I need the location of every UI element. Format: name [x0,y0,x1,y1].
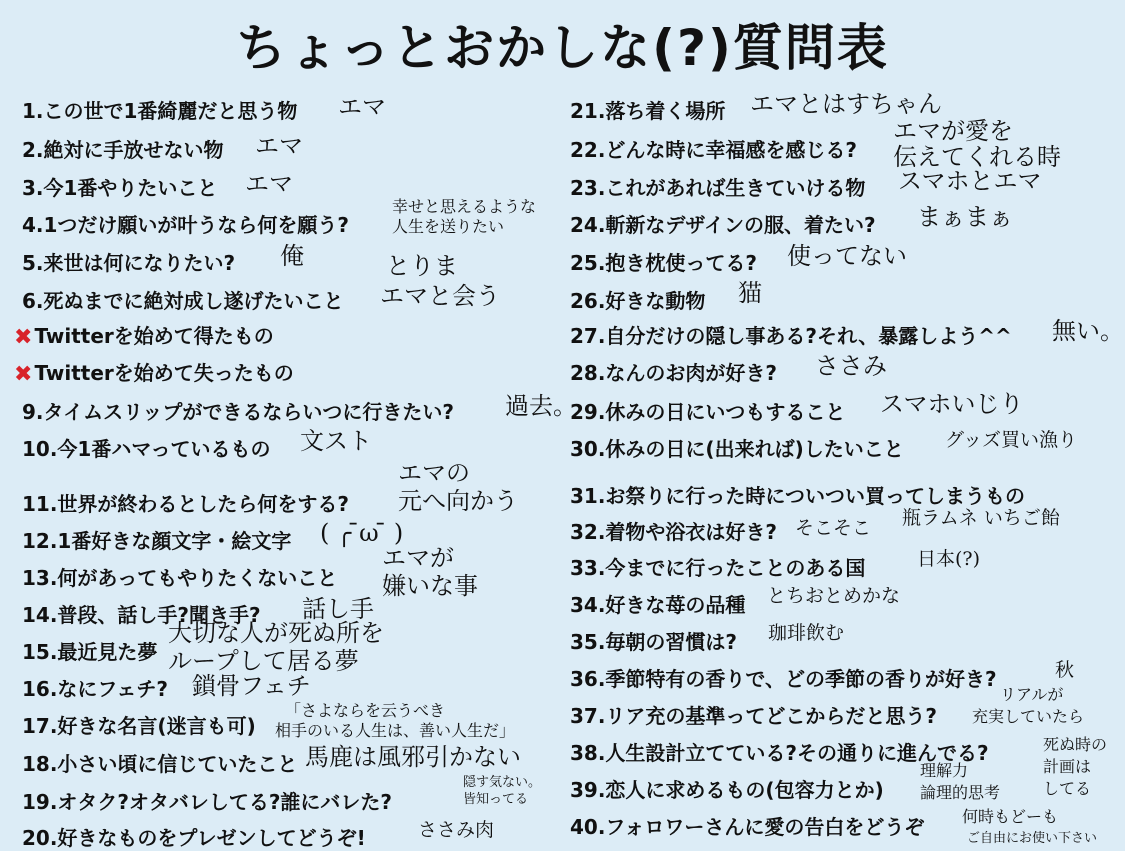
question-17: 17.好きな名言(迷言も可) [22,714,256,738]
question-39: 39.恋人に求めるもの(包容力とか) [570,778,884,802]
answer-17-line-2: 相手のいる人生は、善い人生だ」 [275,721,516,740]
question-8-label: Twitterを始めて失ったもの [34,361,294,385]
answer-3: エマ [245,170,293,198]
answer-32: そこそこ [795,517,872,539]
answer-23: スマホとエマ [898,167,1042,195]
answer-11-line-1: エマの [398,459,470,487]
answer-16: 鎖骨フェチ [192,672,311,700]
answer-19-line-1: 隠す気ない。 [463,775,542,790]
question-24: 24.斬新なデザインの服、着たい? [570,213,876,237]
answer-36: 秋 [1055,659,1075,681]
question-6: 6.死ぬまでに絶対成し遂げたいこと [22,289,344,313]
page-title: ちょっとおかしな(?)質問表 [236,19,889,77]
question-37: 37.リア充の基準ってどこからだと思う? [570,704,938,728]
question-35: 35.毎朝の習慣は? [570,630,738,654]
question-21: 21.落ち着く場所 [570,99,726,123]
answer-38-line-2: 計画は [1043,757,1092,776]
answer-21: エマとはすちゃん [750,90,942,118]
question-33: 33.今までに行ったことのある国 [570,556,866,580]
answer-13-line-1: エマが [382,544,454,572]
question-11: 11.世界が終わるとしたら何をする? [22,492,350,516]
answer-38-line-3: してる [1043,779,1092,798]
answer-31: 瓶ラムネ いちご飴 [902,507,1060,529]
answer-2: エマ [255,132,303,160]
question-30: 30.休みの日に(出来れば)したいこと [570,437,904,461]
answer-14: 話し手 [302,595,374,623]
question-32: 32.着物や浴衣は好き? [570,520,778,544]
question-34: 34.好きな苺の品種 [570,593,746,617]
question-27: 27.自分だけの隠し事ある?それ、暴露しよう^^ [570,324,1012,348]
answer-19-line-2: 皆知ってる [463,792,529,807]
answer-22-line-2: 伝えてくれる時 [893,143,1061,171]
answer-22-line-1: エマが愛を [893,117,1013,145]
answer-4-line-1: 幸せと思えるような [392,197,537,216]
answer-6-line-2: エマと会う [380,282,500,310]
answer-5: 俺 [280,242,304,270]
answer-39-line-1: 理解力 [920,761,969,780]
question-36: 36.季節特有の香りで、どの季節の香りが好き? [570,667,997,691]
answer-37-line-2: 充実していたら [972,707,1085,726]
question-4: 4.1つだけ願いが叶うなら何を願う? [22,213,350,237]
question-16: 16.なにフェチ? [22,677,169,701]
question-18: 18.小さい頃に信じていたこと [22,752,298,776]
question-9: 9.タイムスリップができるならいつに行きたい? [22,400,454,424]
answer-10: 文スト [300,427,372,455]
answer-6-line-1: とりま [386,252,458,280]
question-2: 2.絶対に手放せない物 [22,138,224,162]
answer-27: 無い。 [1052,317,1124,345]
answer-18: 馬鹿は風邪引かない [305,743,521,771]
question-40: 40.フォロワーさんに愛の告白をどうぞ [570,815,925,839]
answer-28: ささみ [815,352,887,380]
answer-4-line-2: 人生を送りたい [392,217,505,236]
question-13: 13.何があってもやりたくないこと [22,566,338,590]
answer-26: 猫 [738,279,762,307]
question-38: 38.人生設計立てている?その通りに進んでる? [570,741,989,765]
question-12: 12.1番好きな顔文字・絵文字 [22,529,292,553]
answer-24: まぁまぁ [917,203,1013,231]
answer-38-line-1: 死ぬ時の [1043,735,1108,754]
answer-9: 過去。 [505,392,577,420]
question-7-label: Twitterを始めて得たもの [34,324,274,348]
answer-30: グッズ買い漁り [945,429,1078,451]
answer-40-line-1: 何時もどーも [962,807,1059,826]
answer-34: とちおとめかな [767,585,901,607]
question-22: 22.どんな時に幸福感を感じる? [570,138,858,162]
answer-40-line-2: ご自由にお使い下さい [967,831,1098,846]
answer-12: ( ╭ ̄ω ̄ ) [320,519,404,547]
cross-icon: ✖ [14,362,33,387]
question-10: 10.今1番ハマっているもの [22,437,271,461]
answer-25: 使ってない [787,242,907,270]
answer-1: エマ [338,93,386,121]
question-31: 31.お祭りに行った時についつい買ってしまうもの [570,484,1026,508]
question-26: 26.好きな動物 [570,289,706,313]
answer-13-line-2: 嫌いな事 [382,572,478,600]
question-20: 20.好きなものをプレゼンしてどうぞ! [22,826,366,850]
answer-15-line-1: 大切な人が死ぬ所を [168,619,384,647]
question-5: 5.来世は何になりたい? [22,251,236,275]
question-23: 23.これがあれば生きていける物 [570,176,866,200]
question-19: 19.オタク?オタバレしてる?誰にバレた? [22,790,393,814]
question-1: 1.この世で1番綺麗だと思う物 [22,99,298,123]
question-8 [14,357,294,387]
answer-35: 珈琲飲む [768,622,845,644]
cross-icon: ✖ [14,325,33,350]
question-25: 25.抱き枕使ってる? [570,251,758,275]
question-7 [14,320,274,350]
answer-17-line-1: 「さよならを云うべき [285,701,446,720]
question-15: 15.最近見た夢 [22,640,158,664]
answer-39-line-2: 論理的思考 [920,783,1001,802]
answer-15-line-2: ループして居る夢 [168,647,359,675]
question-14: 14.普段、話し手?聞き手? [22,603,261,627]
question-28: 28.なんのお肉が好き? [570,361,778,385]
answer-29: スマホいじり [880,390,1024,418]
answer-33: 日本(?) [917,548,981,570]
answer-37-line-1: リアルが [1000,685,1064,704]
answer-11-line-2: 元へ向かう [398,487,518,515]
question-29: 29.休みの日にいつもすること [570,400,846,424]
answer-20: ささみ肉 [418,819,495,841]
question-3: 3.今1番やりたいこと [22,176,218,200]
